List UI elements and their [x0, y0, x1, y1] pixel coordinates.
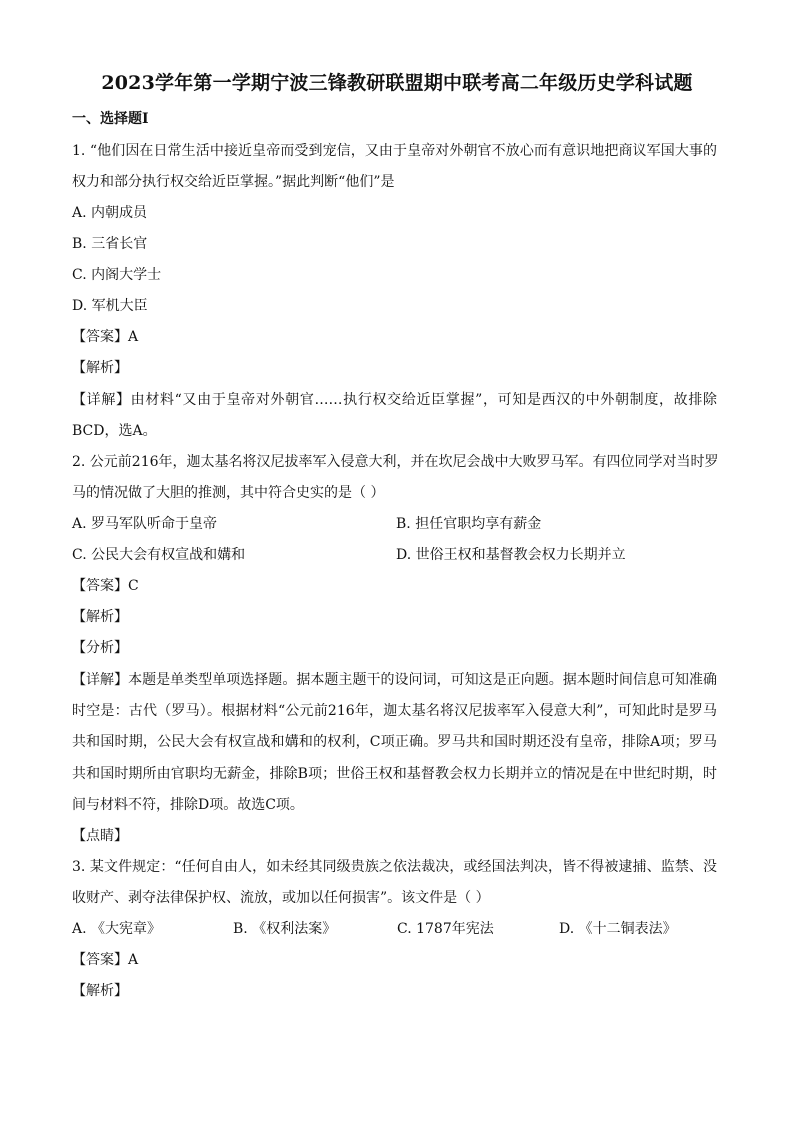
q2-detail-line-4: 共和国时期所由官职均无薪金，排除B项；世俗王权和基督教会权力长期并立的情况是在中世纪时期，时: [72, 766, 717, 782]
q1-stem-line-1: 1. “他们因在日常生活中接近皇帝而受到宠信，又由于皇帝对外朝官不放心而有意识地把商议军国大事的: [72, 143, 717, 159]
q2-option-d: D. 世俗王权和基督教会权力长期并立: [396, 547, 626, 563]
q2-fenxi-label: 【分析】: [72, 640, 128, 656]
q1-option-d: D. 军机大臣: [72, 298, 148, 314]
q1-option-c: C. 内阁大学士: [72, 267, 162, 283]
q2-option-a: A. 罗马军队听命于皇帝: [72, 516, 218, 532]
q3-answer: 【答案】A: [72, 952, 139, 968]
q1-option-a: A. 内朝成员: [72, 205, 148, 221]
q3-option-d: D. 《十二铜表法》: [559, 921, 677, 937]
q2-detail-line-5: 间与材料不符，排除D项。故选C项。: [72, 797, 304, 813]
q2-detail-line-2: 时空是：古代（罗马）。根据材料“公元前216年，迦太基名将汉尼拔率军入侵意大利”，可知此时是罗马: [72, 703, 717, 719]
q1-analysis-label: 【解析】: [72, 360, 128, 376]
q1-answer: 【答案】A: [72, 329, 139, 345]
q3-option-b: B. 《权利法案》: [233, 921, 337, 937]
q2-option-c: C. 公民大会有权宣战和媾和: [72, 547, 246, 563]
q2-stem-line-1: 2. 公元前216年，迦太基名将汉尼拔率军入侵意大利，并在坎尼会战中大败罗马军。有四位同学对当时罗: [72, 454, 719, 470]
q2-analysis-label: 【解析】: [72, 609, 128, 625]
q2-dianjing-label: 【点睛】: [72, 828, 128, 844]
q2-detail-line-1: 【详解】本题是单类型单项选择题。据本题主题干的设问词，可知这是正向题。据本题时间信息可知准确: [72, 672, 717, 688]
q2-stem-line-2: 马的情况做了大胆的推测，其中符合史实的是（ ）: [72, 485, 385, 501]
q3-stem-line-2: 收财产、剥夺法律保护权、流放，或加以任何损害”。该文件是（ ）: [72, 890, 490, 906]
q3-option-a: A. 《大宪章》: [72, 921, 162, 937]
q2-answer: 【答案】C: [72, 578, 139, 594]
q1-detail-line-1: 【详解】由材料“又由于皇帝对外朝官……执行权交给近臣掌握”，可知是西汉的中外朝制度，故排除: [72, 392, 717, 408]
q1-detail-line-2: BCD，选A。: [72, 423, 157, 439]
q2-detail-line-3: 共和国时期，公民大会有权宣战和媾和的权利，C项正确。罗马共和国时期还没有皇帝，排除A项；罗马: [72, 734, 717, 750]
q1-option-b: B. 三省长官: [72, 236, 148, 252]
q3-analysis-label: 【解析】: [72, 983, 128, 999]
section-heading: 一、选择题Ⅰ: [72, 111, 149, 127]
page-title: 2023学年第一学期宁波三锋教研联盟期中联考高二年级历史学科试题: [101, 72, 693, 94]
q2-option-b: B. 担任官职均享有薪金: [396, 516, 542, 532]
q1-stem-line-2: 权力和部分执行权交给近臣掌握。”据此判断“他们”是: [72, 174, 395, 190]
q3-stem-line-1: 3. 某文件规定：“任何自由人，如未经其同级贵族之依法裁决，或经国法判决，皆不得被逮捕、监禁、没: [72, 859, 717, 875]
q3-option-c: C. 1787年宪法: [397, 921, 494, 937]
